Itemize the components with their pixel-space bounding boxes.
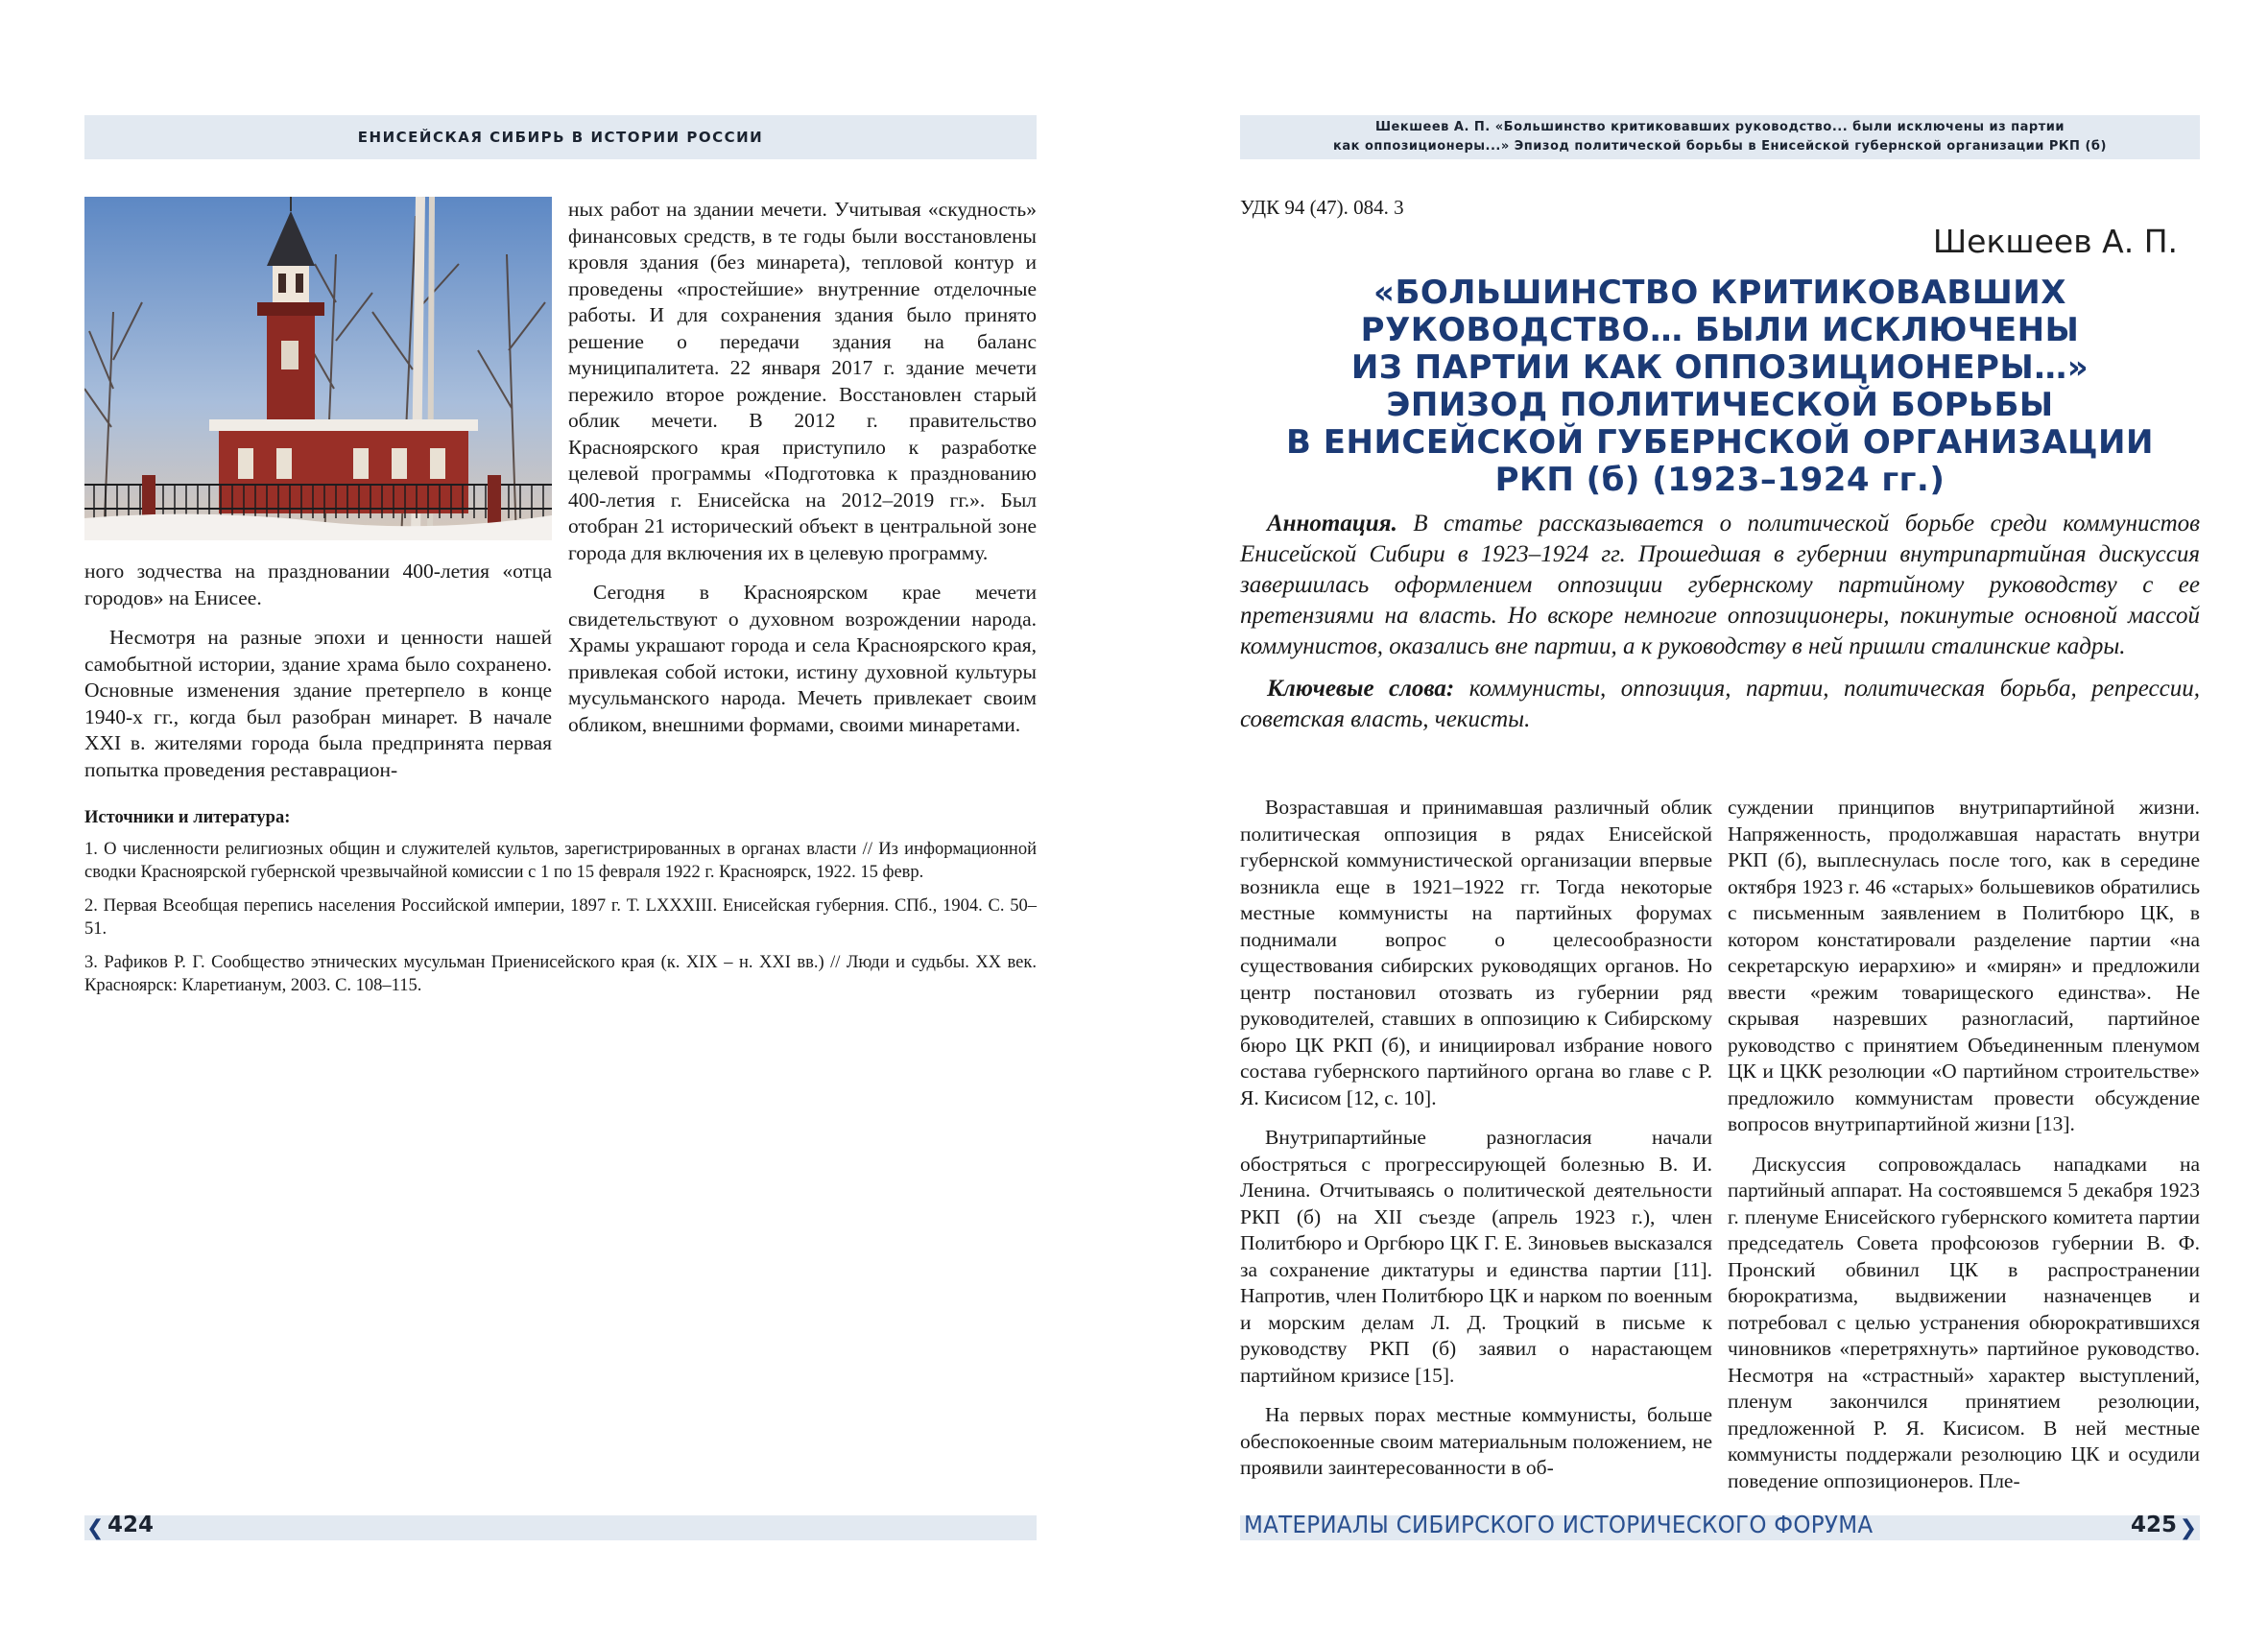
paragraph: Сегодня в Красноярском крае мечети свидетельствуют о духовном возрождении народа. Храмы украшают города и села Красноярского края, привлекая собой истоки, истину духовной культуры мусульманского народа. Мечеть привлекает своим обликом, внешними формами, своими минаретами. bbox=[568, 581, 1037, 736]
paragraph: ных работ на здании мечети. Учитывая «скудность» финансовых средств, в те годы были восстановлены кровля здания (без минарета), тепловой контур и проведены «простейшие» внутренние отделочные работы. И для сохранения здания было принято решение о передачи здания на баланс муниципалитета. 22 января 2017 г. здание мечети пережило второе рождение. Восстановлен старый облик мечети. В 2012 г. правительство Красноярского края приступило к разработке целевой программы «Подготовка к празднованию 400-летия г. Енисейска на 2012–2019 гг.». Был отобран 21 исторический объект в центральной зоне города для включения их в целевую программу. bbox=[568, 198, 1037, 564]
paragraph: На первых порах местные коммунисты, больше обеспокоенные своим материальным положением, не проявили заинтересованности в об- bbox=[1240, 1403, 1712, 1479]
reference-item: 1. О численности религиозных общин и служителей культов, зарегистрированных в органах власти // Из информационной сводки Красноярской губернской чрезвычайной комиссии с 1 по 15 февраля 1922 г. Красноярск, 1922. 15 февр. bbox=[84, 839, 1037, 882]
journal-title: МАТЕРИАЛЫ СИБИРСКОГО ИСТОРИЧЕСКОГО ФОРУМА bbox=[1244, 1511, 1874, 1538]
running-header-line: как оппозиционеры...» Эпизод политической борьбы в Енисейской губернской организации РКП (б) bbox=[1333, 139, 2107, 154]
title-line: РКП (б) (1923–1924 гг.) bbox=[1494, 461, 1946, 499]
left-column-2 bbox=[568, 197, 1037, 738]
abstract bbox=[1240, 509, 2200, 735]
udk-code: УДК 94 (47). 084. 3 bbox=[1240, 196, 1404, 219]
page-number: 425 bbox=[2130, 1513, 2177, 1537]
references bbox=[84, 806, 1037, 1008]
right-page bbox=[1133, 0, 2268, 1644]
page-number: 424 bbox=[107, 1513, 155, 1537]
chevron-left-icon: ❮ bbox=[86, 1516, 105, 1540]
abstract-text: В статье рассказывается о политической борьбе среди коммунистов Енисейской Сибири в 1923–1924 гг. Прошедшая в губернии внутрипартийная дискуссия завершилась оформлением оппозиции губернскому партийному руководству с ее претензиями на власть. Но вскоре немногие оппозиционеры, покинутые основной массой коммунистов, оказались вне партии, а к руководству в ней пришли сталинские кадры. bbox=[1240, 511, 2200, 659]
title-line: ИЗ ПАРТИИ КАК ОППОЗИЦИОНЕРЫ…» bbox=[1350, 348, 2089, 387]
right-column-1 bbox=[1240, 795, 1712, 1482]
title-line: ЭПИЗОД ПОЛИТИЧЕСКОЙ БОРЬБЫ bbox=[1386, 386, 2054, 424]
reference-item: 2. Первая Всеобщая перепись населения Российской империи, 1897 г. Т. LXXXIII. Енисейская губерния. СПб., 1904. С. 50–51. bbox=[84, 895, 1037, 939]
title-line: В ЕНИСЕЙСКОЙ ГУБЕРНСКОЙ ОРГАНИЗАЦИИ bbox=[1286, 423, 2154, 462]
paragraph: Внутрипартийные разногласия начали обостряться с прогрессирующей болезнью В. И. Ленина. Отчитываясь о политической деятельности РКП (б) на XII съезде (апрель 1923 г.), член Политбюро и Оргбюро ЦК Г. Е. Зиновьев высказался за сохранение диктатуры и единства партии [11]. Напротив, член Политбюро ЦК и нарком по военным и морским делам Л. Д. Троцкий в письме к руководству РКП (б) заявил о нарастающем партийном кризисе [15]. bbox=[1240, 1126, 1712, 1387]
right-column-2 bbox=[1728, 795, 2200, 1494]
abstract-paragraph bbox=[1240, 509, 2200, 662]
running-header: ЕНИСЕЙСКАЯ СИБИРЬ В ИСТОРИИ РОССИИ bbox=[84, 115, 1037, 159]
keywords-label: Ключевые слова: bbox=[1267, 676, 1455, 702]
paragraph: суждении принципов внутрипартийной жизни. Напряженность, продолжавшая нарастать внутри РКП (б), выплеснулась после того, как в середине октября 1923 г. 46 «старых» большевиков обратились с письменным заявлением в Политбюро ЦК, в котором констатировали разделение партии «на секретарскую иерархию» и «мирян» и предложили ввести «режим товарищеского единства». Не скрывая назревших разногласий, партийное руководство с принятием Объединенным пленумом ЦК и ЦКК резолюции «О партийном строительстве» предложило коммунистам провести обсуждение вопросов внутрипартийной жизни [13]. bbox=[1728, 796, 2200, 1135]
keywords-paragraph bbox=[1240, 674, 2200, 735]
reference-item: 3. Рафиков Р. Г. Сообщество этнических мусульман Приенисейского края (к. XIX – н. XXI вв.) // Люди и судьбы. XX век. Красноярск: Кларетианум, 2003. С. 108–115. bbox=[84, 952, 1037, 995]
keywords-text: коммунисты, оппозиция, партии, политическая борьба, репрессии, советская власть, чекисты. bbox=[1240, 676, 2200, 732]
chevron-right-icon: ❯ bbox=[2179, 1516, 2197, 1540]
left-column-1 bbox=[84, 559, 552, 783]
author-name: Шекшеев А. П. bbox=[1932, 223, 2178, 260]
running-header-line: Шекшеев А. П. «Большинство критиковавших руководство... были исключены из партии bbox=[1375, 120, 2065, 134]
title-line: РУКОВОДСТВО… БЫЛИ ИСКЛЮЧЕНЫ bbox=[1360, 311, 2080, 349]
paragraph: Дискуссия сопровождалась нападками на партийный аппарат. На состоявшемся 5 декабря 1923 г. пленуме Енисейского губернского комитета партии председатель Совета профсоюзов губернии В. Ф. Пронский обвинил ЦК в распространении бюрократизма, выдвижении назначенцев и потребовал с целью устранения обюрократившихся чиновников «перетряхнуть» партийное руководство. Несмотря на «страстный» характер выступлений, пленум закончился принятием резолюции, предложенной Р. Я. Кисисом. В ней местные коммунисты поддержали резолюцию ЦК и осудили поведение оппозиционеров. Пле- bbox=[1728, 1152, 2200, 1492]
references-heading: Источники и литература: bbox=[84, 808, 291, 827]
running-header bbox=[1240, 115, 2200, 159]
abstract-label: Аннотация. bbox=[1267, 511, 1397, 536]
paragraph: ного зодчества на праздновании 400-летия «отца городов» на Енисее. bbox=[84, 560, 552, 609]
article-title bbox=[1240, 274, 2200, 499]
title-line: «БОЛЬШИНСТВО КРИТИКОВАВШИХ bbox=[1373, 274, 2066, 312]
left-page bbox=[0, 0, 1133, 1644]
paragraph: Несмотря на разные эпохи и ценности нашей самобытной истории, здание храма было сохранено. Основные изменения здание претерпело в конце 1940-х гг., когда был разобран минарет. В начале XXI в. жителями города была предпринята первая попытка проведения реставрацион- bbox=[84, 626, 552, 781]
footer-bar bbox=[84, 1515, 1037, 1540]
mosque-photo bbox=[84, 197, 552, 540]
paragraph: Возраставшая и принимавшая различный облик политическая оппозиция в рядах Енисейской губернской коммунистической организации впервые возникла еще в 1921–1922 гг. Тогда некоторые местные коммунисты на партийных форумах поднимали вопрос о целесообразности существования сибирских руководящих органов. Но центр постановил отозвать из губернии ряд руководителей, ставших в оппозицию к Сибирскому бюро ЦК РКП (б), и инициировал избрание нового состава губернского партийного органа во главе с Р. Я. Кисисом [12, с. 10]. bbox=[1240, 796, 1712, 1109]
